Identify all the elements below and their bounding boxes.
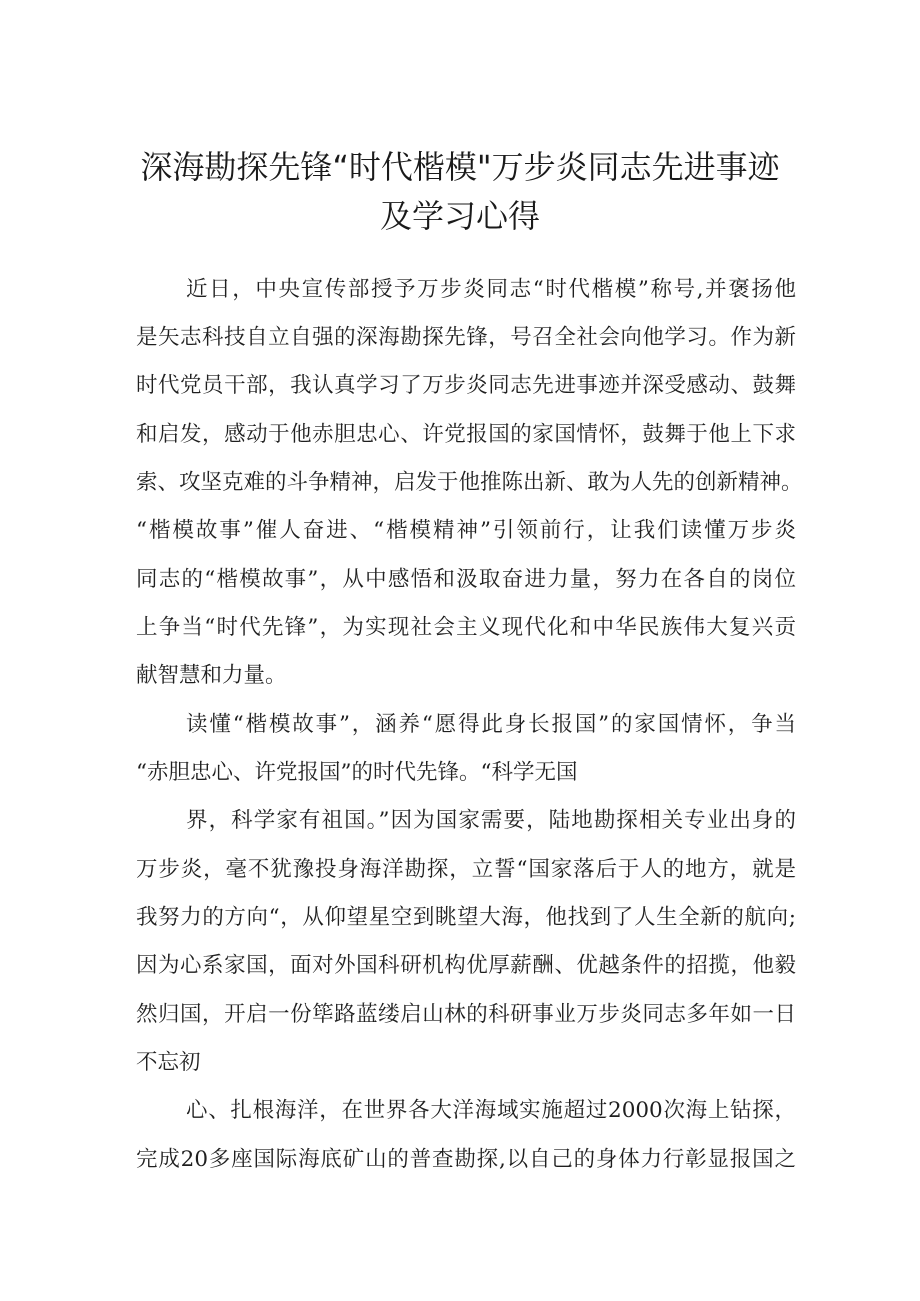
body-line: 近日，中央宣传部授予万步炎同志“时代楷模”称号,并褒扬他 <box>186 277 796 302</box>
body-line: 献智慧和力量。 <box>136 663 287 688</box>
body-line: 万步炎，毫不犹豫投身海洋勘探，立誓“国家落后于人的地方，就是 <box>136 857 796 882</box>
body-line: 完成20多座国际海底矿山的普查勘探,以自己的身体力行彰显报国之 <box>136 1147 796 1172</box>
body-line: “楷模故事”催人奋进、“楷模精神”引领前行，让我们读懂万步炎 <box>136 518 796 543</box>
body-line: 因为心系家国，面对外国科研机构优厚薪酬、优越条件的招揽，他毅 <box>136 953 796 978</box>
document-title-line-2: 及学习心得 <box>379 197 540 235</box>
body-line: 心、扎根海洋，在世界各大洋海域实施超过2000次海上钻探， <box>186 1098 796 1123</box>
body-line: 同志的“楷模故事”，从中感悟和汲取奋进力量，努力在各自的岗位 <box>136 567 796 592</box>
body-line: 我努力的方向“，从仰望星空到眺望大海，他找到了人生全新的航向; <box>136 905 796 930</box>
body-line: 是矢志科技自立自强的深海勘探先锋，号召全社会向他学习。作为新 <box>136 325 796 350</box>
body-line: 索、攻坚克难的斗争精神，启发于他推陈出新、敢为人先的创新精神。 <box>136 470 803 495</box>
body-line: 时代党员干部，我认真学习了万步炎同志先进事迹并深受感动、鼓舞 <box>136 373 796 398</box>
document-title-line-1: 深海勘探先锋“时代楷模"万步炎同志先进事迹 <box>140 148 780 186</box>
body-line: 和启发，感动于他赤胆忠心、许党报国的家国情怀，鼓舞于他上下求 <box>136 422 796 447</box>
body-line: 界，科学家有祖国。”因为国家需要，陆地勘探相关专业出身的 <box>186 808 796 833</box>
body-line: “赤胆忠心、许党报国”的时代先锋。“科学无国 <box>136 760 578 785</box>
body-line: 然归国，开启一份筚路蓝缕启山林的科研事业万步炎同志多年如一日 <box>136 1002 796 1027</box>
body-line: 不忘初 <box>136 1050 201 1075</box>
body-line: 上争当“时代先锋”，为实现社会主义现代化和中华民族伟大复兴贡 <box>136 615 796 640</box>
body-line: 读懂“楷模故事”，涵养“愿得此身长报国”的家国情怀，争当 <box>186 712 796 737</box>
